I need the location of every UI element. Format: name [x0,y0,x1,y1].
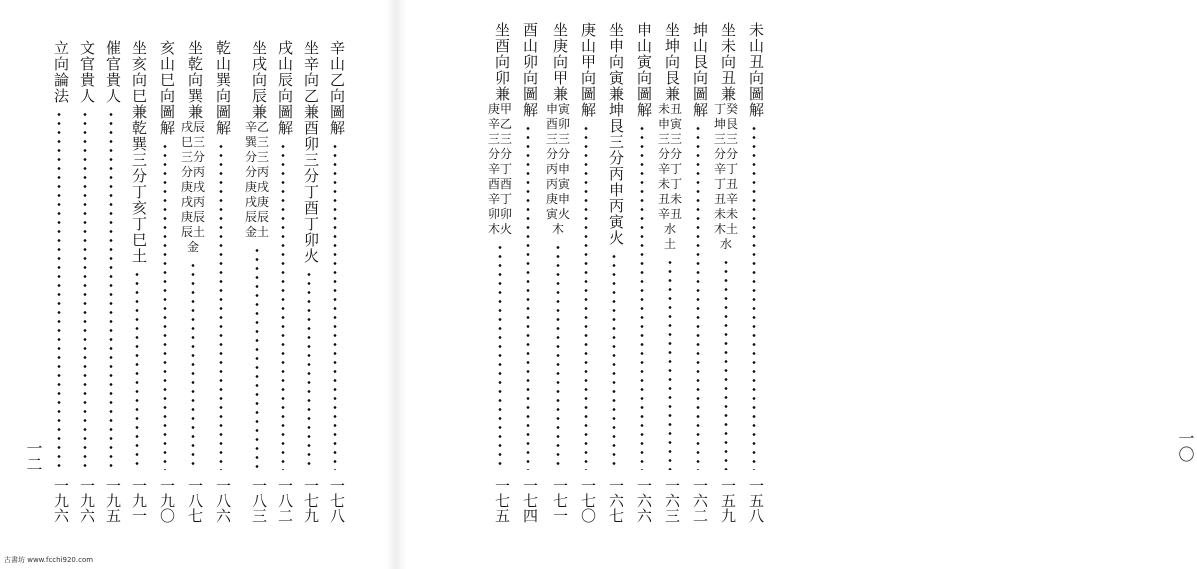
toc-page-number: 一九六 [78,478,96,523]
toc-entry [601,0,627,569]
toc-entry [208,0,234,569]
toc-entry-title: 坐申向寅兼坤艮三分丙申丙寅火 [607,22,625,246]
leader-dots [332,142,338,470]
toc-entry-title: 申山寅向圖解 [635,22,653,118]
annotation-line: 戌庚 [244,195,269,209]
toc-entry [713,0,739,569]
toc-entry [629,0,655,569]
annotation-line: 酉酉 [487,177,512,191]
annotation-line: 分丙 [244,165,269,179]
toc-page-number: 一六二 [691,478,709,523]
watermark: 古書坊 www.fcchi920.com [4,556,94,564]
toc-entry-title: 坐未向丑兼 [719,22,737,102]
annotation-line: 丁癸 [713,102,738,116]
annotation-line: 三三 [487,132,512,146]
annotation-line: 分分 [657,147,682,161]
annotation-line: 庚戌 [244,180,269,194]
toc-entry-title: 坤山艮向圖解 [691,22,709,118]
leader-dots [134,270,140,470]
toc-page-number: 一九一 [130,478,148,523]
right-page-number: 一〇 [1176,430,1195,462]
annotation-line: 戌丙 [180,195,205,209]
annotation-line: 三分 [180,150,205,164]
toc-entry-title: 坐戌向辰兼 [250,40,268,120]
annotation-line: 金土 [244,225,269,239]
annotation-line: 未丑 [657,102,682,116]
annotation-line: 辛丁 [713,162,738,176]
toc-page-number: 一八三 [250,478,268,523]
toc-entry [124,0,150,569]
annotation-line: 丙寅 [545,177,570,191]
annotation-line: 水 [663,222,676,236]
annotation-line: 辛丁 [657,162,682,176]
annotation-line: 未未 [713,207,738,221]
annotation-line: 三三 [545,132,570,146]
annotation-line: 辰土 [180,225,205,239]
annotation-line: 土 [663,237,676,251]
annotation-line: 水 [719,237,732,251]
toc-page-number: 一七一 [551,478,569,523]
annotation-line: 辛丁 [487,192,512,206]
annotation-line: 丑未 [657,192,682,206]
toc-entry [152,0,178,569]
leader-dots [497,243,503,470]
toc-page-number: 一六七 [607,478,625,523]
toc-entry-annotation [713,102,739,252]
left-page-number: 一二 [24,440,43,472]
annotation-line: 分三 [244,150,269,164]
leader-dots [254,246,260,470]
annotation-line: 分分 [713,147,738,161]
toc-entry-title: 未山丑向圖解 [747,22,765,118]
annotation-line: 分分 [545,147,570,161]
toc-page-number: 一五九 [719,478,737,523]
toc-page-number: 一五八 [747,478,765,523]
toc-entry-title: 立向論法 [52,40,70,104]
toc-page-number: 一六三 [663,478,681,523]
toc-entry-title: 坐酉向卯兼 [493,22,511,102]
annotation-line: 申寅 [545,102,570,116]
annotation-line: 分分 [487,147,512,161]
annotation-line: 分丙 [180,165,205,179]
annotation-line: 庚甲 [487,102,512,116]
toc-entry-title: 戌山辰向圖解 [276,40,294,136]
leader-dots [525,124,531,470]
annotation-line: 戌辰 [180,120,205,134]
book-gutter [386,0,406,569]
toc-entry-annotation [657,102,683,252]
annotation-line: 巽三 [244,135,269,149]
toc-entry-title: 坐坤向艮兼 [663,22,681,102]
toc-entry-title: 亥山巳向圖解 [158,40,176,136]
toc-entry [685,0,711,569]
annotation-line: 坤艮 [713,117,738,131]
annotation-line: 寅火 [545,207,570,221]
right-page [405,0,1195,569]
left-page [0,0,388,569]
annotation-line: 木土 [713,222,738,236]
toc-entry [322,0,348,569]
toc-page-number: 一七九 [302,478,320,523]
leader-dots [162,142,168,470]
leader-dots [306,270,312,470]
annotation-line: 金 [186,240,199,254]
toc-entry [741,0,767,569]
toc-entry-title: 坐辛向乙兼酉卯三分丁酉丁卯火 [302,40,320,264]
leader-dots [82,110,88,470]
toc-page-number: 一九六 [52,478,70,523]
leader-dots [611,252,617,470]
leader-dots [555,243,561,470]
annotation-line: 辛乙 [487,117,512,131]
toc-entry [180,0,206,569]
toc-entry-title: 坐乾向巽兼 [186,40,204,120]
toc-page-number: 一七八 [328,478,346,523]
toc-page-number: 一七〇 [579,478,597,523]
leader-dots [667,258,673,470]
annotation-line: 丙申 [545,162,570,176]
toc-entry-title: 辛山乙向圖解 [328,40,346,136]
toc-entry-annotation [180,120,206,255]
leader-dots [751,124,757,470]
toc-entry [515,0,541,569]
annotation-line: 三三 [657,132,682,146]
annotation-line: 卯卯 [487,207,512,221]
annotation-line: 未丁 [657,177,682,191]
leader-dots [56,110,62,470]
toc-page-number: 一八六 [214,478,232,523]
toc-page-number: 一六六 [635,478,653,523]
annotation-line: 三三 [713,132,738,146]
toc-entry [98,0,124,569]
toc-page-number: 一九〇 [158,478,176,523]
leader-dots [583,124,589,470]
toc-entry [46,0,72,569]
toc-page-number: 一七五 [493,478,511,523]
toc-entry [657,0,683,569]
annotation-line: 辛丑 [657,207,682,221]
toc-entry [244,0,270,569]
toc-page-number: 一九五 [104,478,122,523]
toc-entry [270,0,296,569]
leader-dots [723,258,729,470]
toc-entry-annotation [244,120,270,240]
toc-entry-title: 文官貴人 [78,40,96,104]
leader-dots [695,124,701,470]
annotation-line: 庚申 [545,192,570,206]
annotation-line: 酉卯 [545,117,570,131]
toc-entry-title: 催官貴人 [104,40,122,104]
annotation-line: 木 [551,222,564,236]
annotation-line: 庚辰 [180,210,205,224]
toc-page-number: 一八七 [186,478,204,523]
annotation-line: 巳三 [180,135,205,149]
annotation-line: 辛丁 [487,162,512,176]
toc-entry [296,0,322,569]
toc-entry-title: 酉山卯向圖解 [521,22,539,118]
annotation-line: 木火 [487,222,512,236]
annotation-line: 丑辛 [713,192,738,206]
toc-entry [72,0,98,569]
annotation-line: 辛乙 [244,120,269,134]
leader-dots [108,110,114,470]
toc-page-number: 一八二 [276,478,294,523]
toc-entry-title: 坐亥向巳兼乾巽三分丁亥丁巳土 [130,40,148,264]
leader-dots [280,142,286,470]
toc-entry-title: 乾山巽向圖解 [214,40,232,136]
toc-page-number: 一七四 [521,478,539,523]
toc-entry-title: 庚山甲向圖解 [579,22,597,118]
toc-entry-annotation [487,102,513,237]
leader-dots [639,124,645,470]
toc-entry [573,0,599,569]
leader-dots [190,261,196,470]
toc-entry [487,0,513,569]
annotation-line: 丁丑 [713,177,738,191]
toc-entry [545,0,571,569]
leader-dots [218,142,224,470]
toc-entry-annotation [545,102,571,237]
annotation-line: 申寅 [657,117,682,131]
annotation-line: 庚戌 [180,180,205,194]
annotation-line: 辰辰 [244,210,269,224]
toc-entry-title: 坐庚向甲兼 [551,22,569,102]
